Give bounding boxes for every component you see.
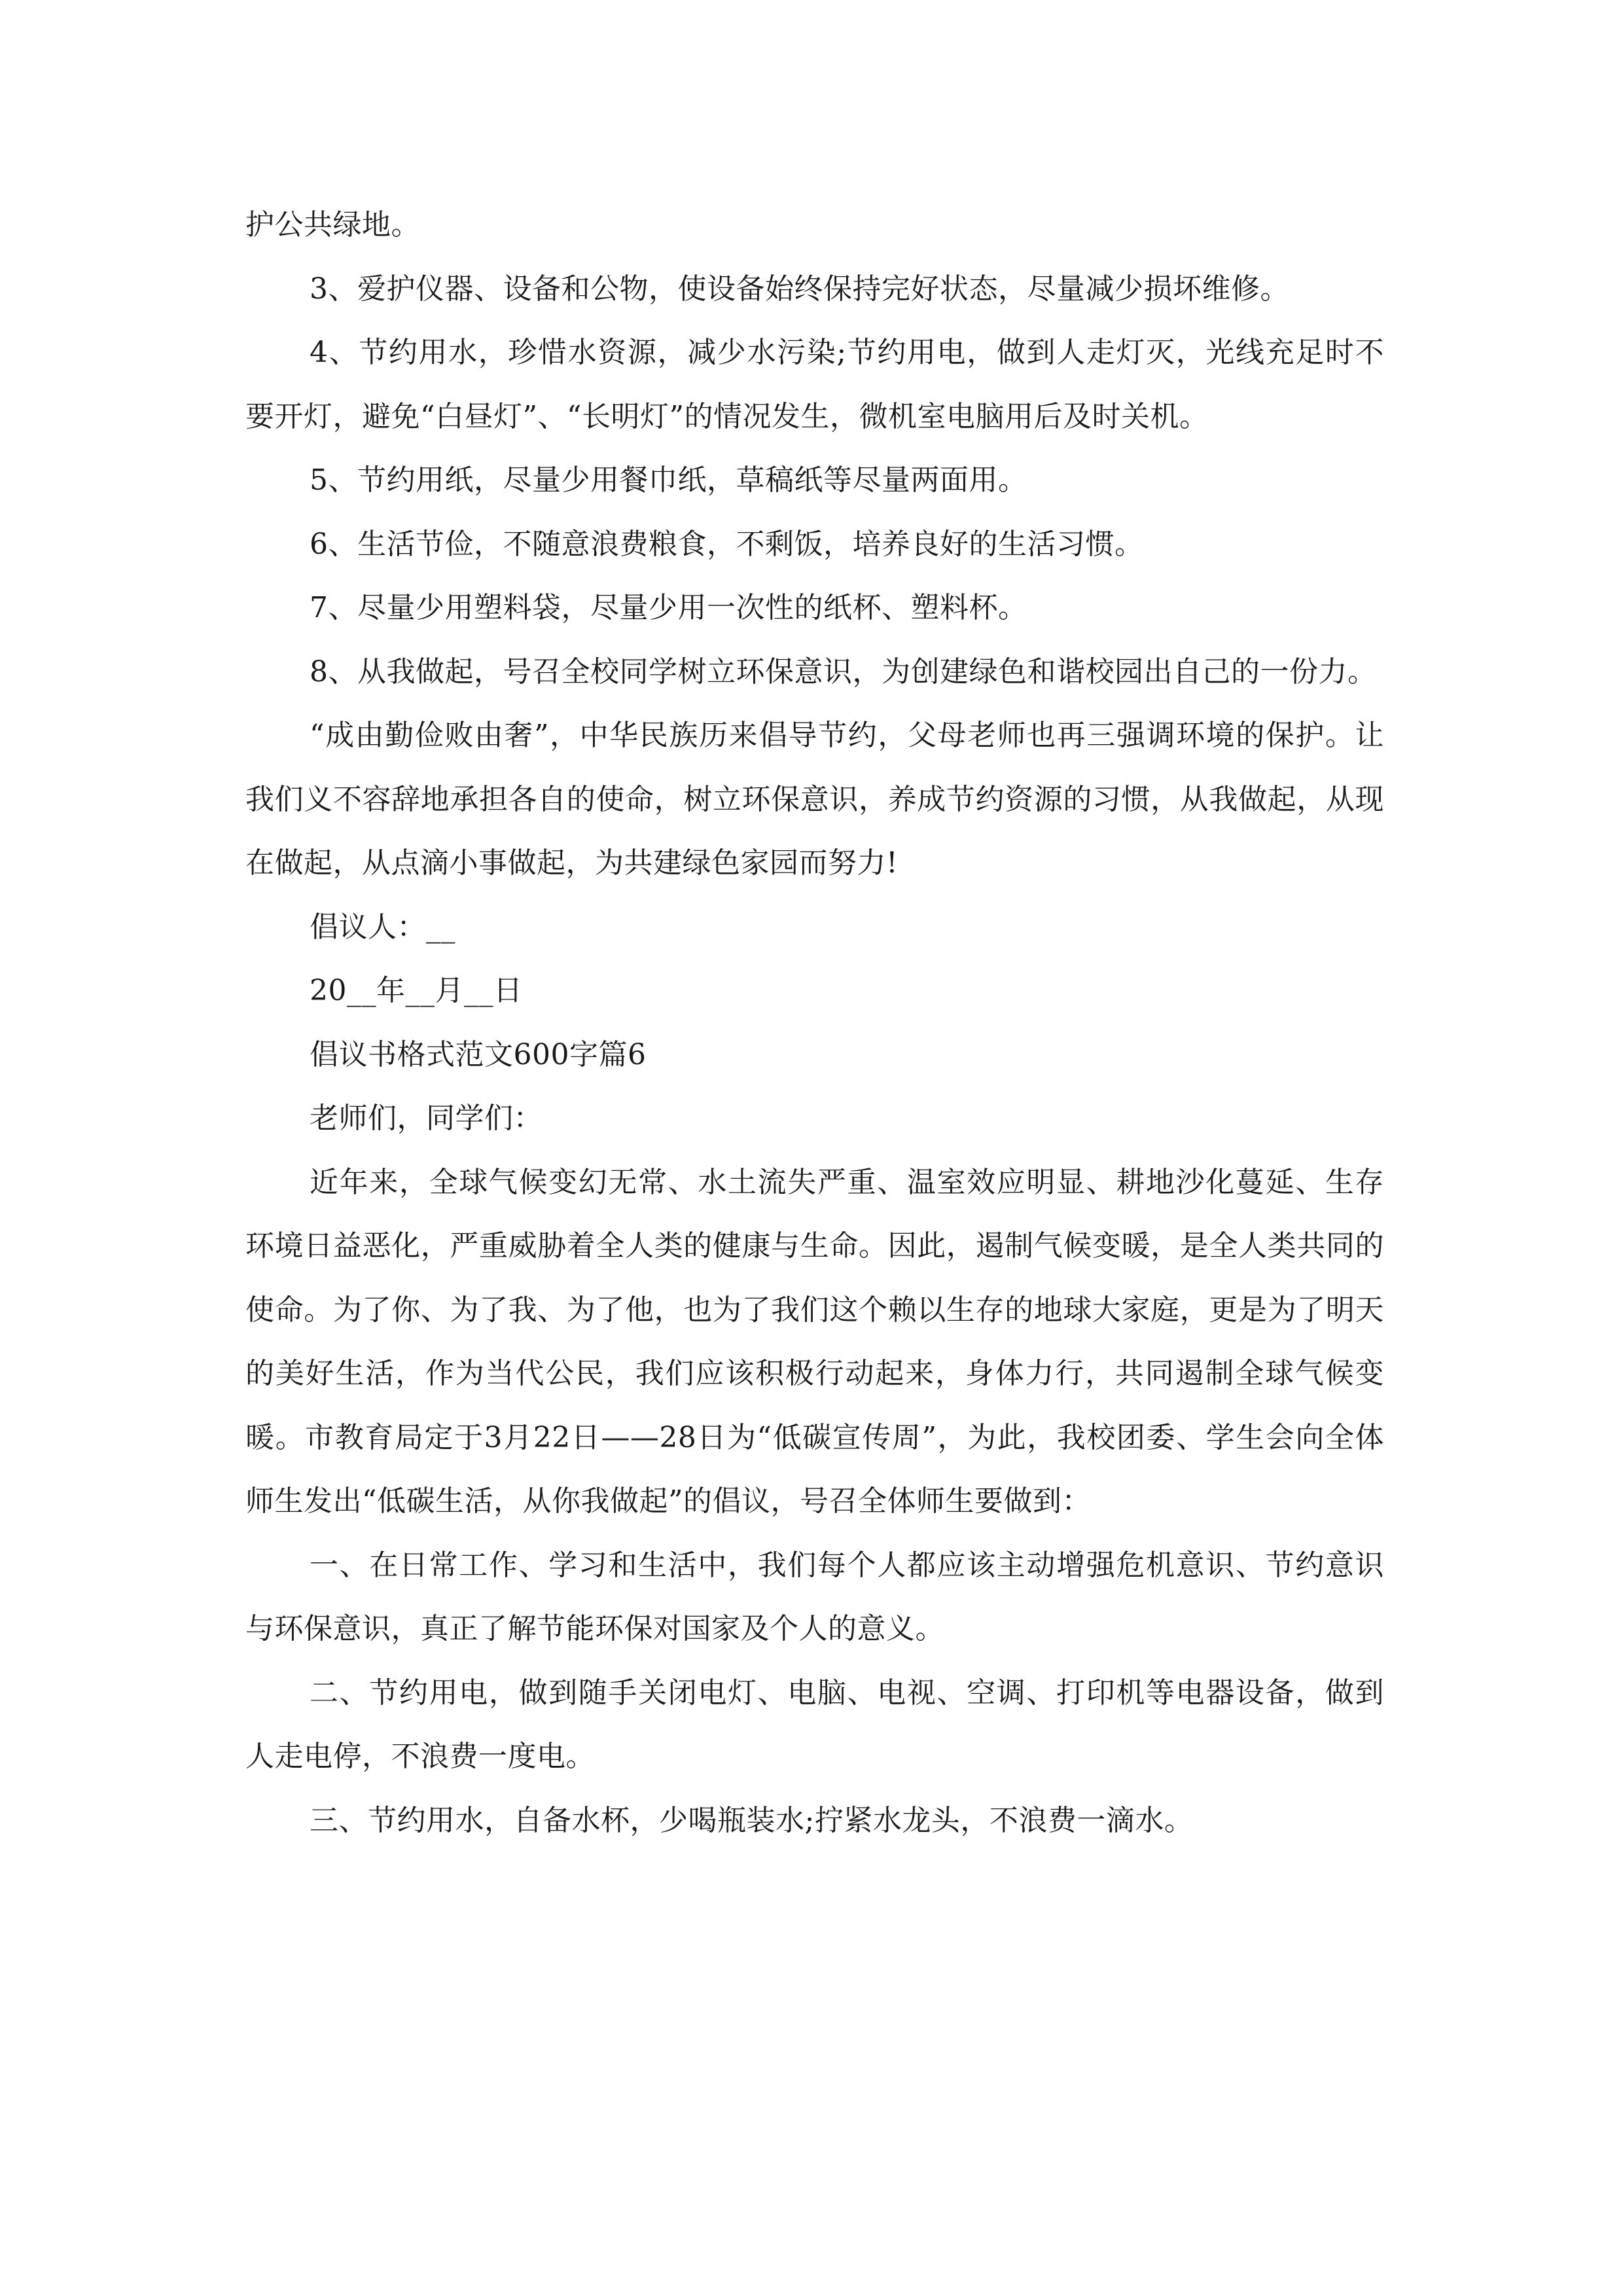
section-heading: 倡议书格式范文600字篇6 <box>310 1037 647 1071</box>
paragraph-7: 8、从我做起，号召全校同学树立环保意识，为创建绿色和谐校园出自己的一份力。 <box>310 655 1377 689</box>
paragraph-15: 二、节约用电，做到随手关闭电灯、电脑、电视、空调、打印机等电器设备，做到人走电停，不浪费一度电。 <box>245 1676 1384 1773</box>
document-body <box>245 193 1384 1852</box>
paragraph-1: 护公共绿地。 <box>245 208 420 242</box>
paragraph-13: 近年来，全球气候变幻无常、水土流失严重、温室效应明显、耕地沙化蔓延、生存环境日益恶化，严重威胁着全人类的健康与生命。因此，遏制气候变暖，是全人类共同的使命。为了你、为了我、为了他，也为了我们这个赖以生存的地球大家庭，更是为了明天的美好生活，作为当代公民，我们应该积极行动起来，身体力行，共同遏制全球气候变暖。市教育局定于3月22日——28日为“低碳宣传周”，为此，我校团委、学生会向全体师生发出“低碳生活，从你我做起”的倡议，号召全体师生要做到： <box>245 1165 1384 1518</box>
date-line: 20__年__月__日 <box>310 974 523 1007</box>
paragraph-14: 一、在日常工作、学习和生活中，我们每个人都应该主动增强危机意识、节约意识与环保意识，真正了解节能环保对国家及个人的意义。 <box>245 1548 1384 1645</box>
paragraph-6: 7、尽量少用塑料袋，尽量少用一次性的纸杯、塑料杯。 <box>310 591 1027 624</box>
paragraph-16: 三、节约用水，自备水杯，少喝瓶装水;拧紧水龙头，不浪费一滴水。 <box>310 1803 1194 1837</box>
paragraph-2: 3、爱护仪器、设备和公物，使设备始终保持完好状态，尽量减少损坏维修。 <box>310 272 1289 306</box>
paragraph-3: 4、节约用水，珍惜水资源，减少水污染;节约用电，做到人走灯灭，光线充足时不要开灯，避免“白昼灯”、“长明灯”的情况发生，微机室电脑用后及时关机。 <box>245 336 1384 433</box>
paragraph-4: 5、节约用纸，尽量少用餐巾纸，草稿纸等尽量两面用。 <box>310 463 1027 497</box>
paragraph-8: “成由勤俭败由奢”，中华民族历来倡导节约，父母老师也再三强调环境的保护。让我们义不容辞地承担各自的使命，树立环保意识，养成节约资源的习惯，从我做起，从现在做起，从点滴小事做起，为共建绿色家园而努力! <box>245 719 1384 880</box>
paragraph-5: 6、生活节俭，不随意浪费粮食，不剩饭，培养良好的生活习惯。 <box>310 527 1144 561</box>
proposer-line: 倡议人：__ <box>310 910 455 944</box>
salutation: 老师们，同学们： <box>310 1102 543 1135</box>
